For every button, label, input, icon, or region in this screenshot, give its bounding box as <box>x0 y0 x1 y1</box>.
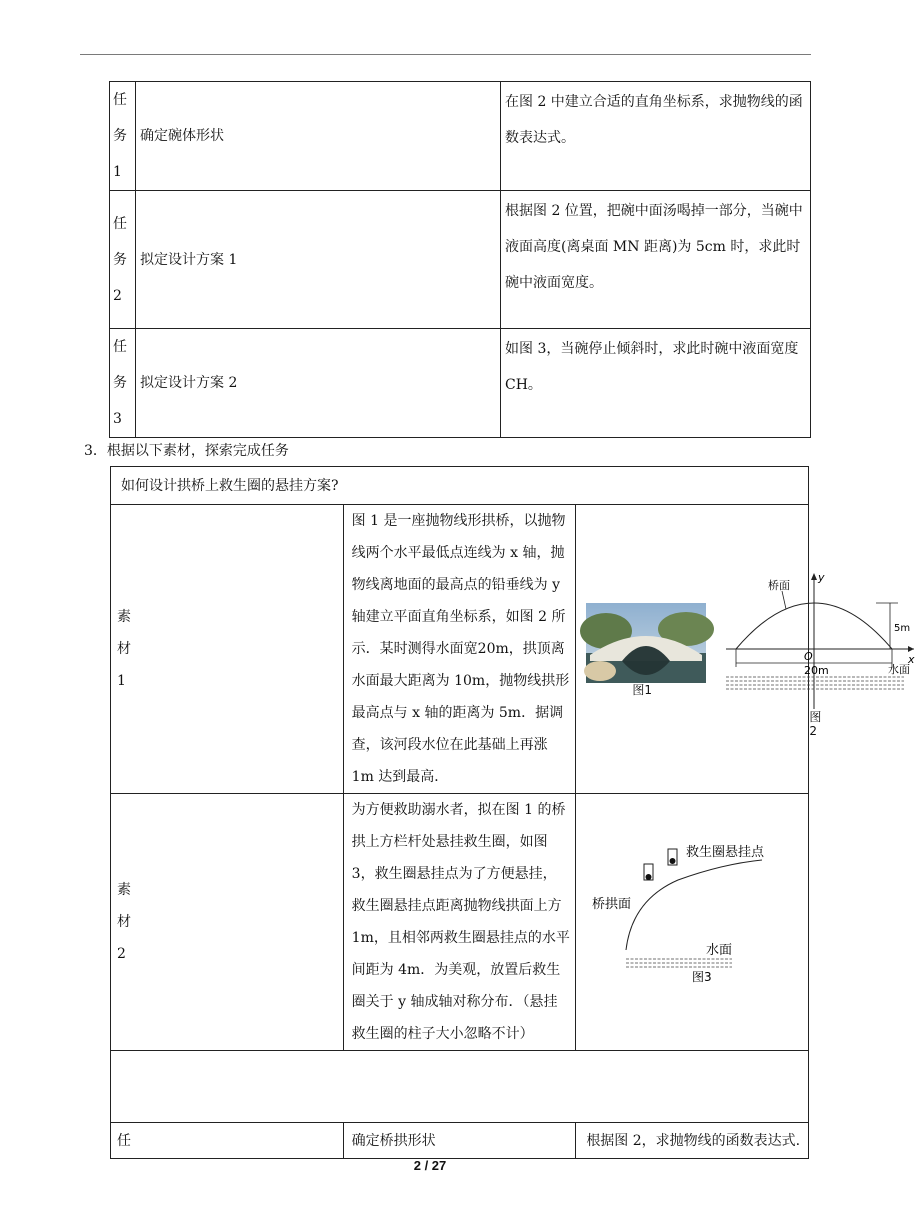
table-row <box>110 191 811 329</box>
material-row-2 <box>111 794 809 1051</box>
task-label: 任 务 3 <box>110 329 136 438</box>
y-axis-label: y <box>818 571 825 584</box>
header-rule <box>80 54 811 55</box>
empty-row <box>111 1051 809 1123</box>
page-number: 2 / 27 <box>413 1158 447 1173</box>
height-label: 5m <box>894 623 911 634</box>
material-row-1 <box>111 505 809 794</box>
table-row <box>110 329 811 438</box>
material-text: 为方便救助溺水者，拟在图 1 的桥拱上方栏杆处悬挂救生圈，如图 3，救生圈悬挂点为了方便悬挂，救生圈悬挂点距离抛物线拱面上方 1m，且相邻两救生圈悬挂点的水平间距为 4m．为美观，放置后救生圈关于 y 轴成轴对称分布．（悬挂救生圈的柱子大小忽略不计） <box>343 794 576 1051</box>
water-surface-label: 水面 <box>888 663 911 676</box>
material-table <box>110 466 915 1159</box>
material-figures <box>576 794 809 1051</box>
material-text: 图 1 是一座抛物线形拱桥，以抛物线两个水平最低点连线为 x 轴，抛物线离地面的最高点的铅垂线为 y 轴建立平面直角坐标系，如图 2 所示．某时测得水面宽20m，拱顶离水面最大距离为 10m，抛物线拱形最高点与 x 轴的距离为 5m．据调查，该河段水位在此基础上再涨 1m 达到最高． <box>343 505 576 794</box>
task-title: 拟定设计方案 2 <box>136 329 501 438</box>
parabola-diagram <box>726 569 916 709</box>
table-header-row <box>111 467 809 505</box>
task-description: 根据图 2，求抛物线的函数表达式. <box>576 1123 809 1159</box>
arch-surface-label: 桥拱面 <box>592 897 632 912</box>
figure-1-caption: 图1 <box>632 683 652 697</box>
figure-2-caption: 图2 <box>809 710 822 738</box>
task-description: 根据图 2 位置，把碗中面汤喝掉一部分，当碗中液面高度(离桌面 MN 距离)为 5cm 时，求此时碗中液面宽度。 <box>501 191 811 329</box>
task-table <box>109 81 811 438</box>
x-axis-label: x <box>908 653 915 666</box>
material-figures <box>576 505 915 794</box>
bridge-photo <box>586 603 706 683</box>
task-title: 确定碗体形状 <box>136 82 501 191</box>
section-title: 3．根据以下素材，探索完成任务 <box>84 443 289 459</box>
figure-3-caption: 图3 <box>692 970 712 984</box>
task-label: 任 务 2 <box>110 191 136 329</box>
life-ring-diagram <box>582 844 822 984</box>
task-title: 拟定设计方案 1 <box>136 191 501 329</box>
life-ring <box>646 874 652 880</box>
hang-point-label: 救生圈悬挂点 <box>686 845 765 860</box>
table-header: 如何设计拱桥上救生圈的悬挂方案? <box>111 467 809 505</box>
origin-label: O <box>804 650 813 663</box>
task-description: 如图 3，当碗停止倾斜时，求此时碗中液面宽度 CH。 <box>501 329 811 438</box>
task-title: 确定桥拱形状 <box>343 1123 576 1159</box>
task-label: 任 <box>111 1123 344 1159</box>
water-surface-label: 水面 <box>706 943 733 958</box>
task-row <box>111 1123 809 1159</box>
bridge-surface-label: 桥面 <box>768 579 791 592</box>
task-description: 在图 2 中建立合适的直角坐标系，求抛物线的函数表达式。 <box>501 82 811 191</box>
width-label: 20m <box>804 664 830 677</box>
material-label: 素 材 2 <box>111 794 344 1051</box>
table-row <box>110 82 811 191</box>
task-label: 任 务 1 <box>110 82 136 191</box>
material-label: 素 材 1 <box>111 505 344 794</box>
life-ring <box>670 858 676 864</box>
